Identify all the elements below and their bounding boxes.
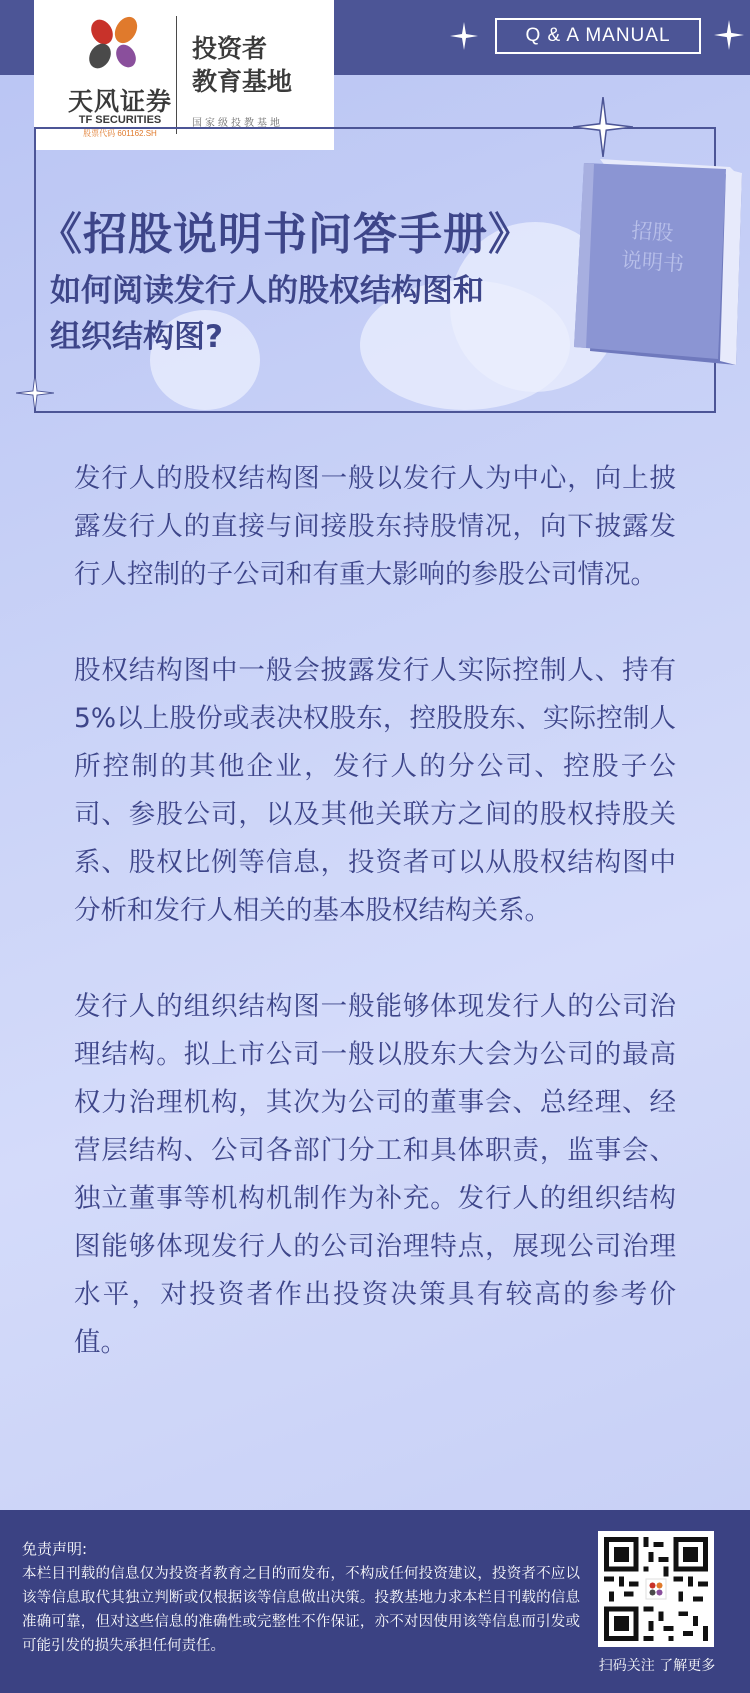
paragraph: 股权结构图中一般会披露发行人实际控制人、持有5%以上股份或表决权股东，控股股东、实际控制人所控制的其他企业，发行人的分公司、控股子公司、参股公司，以及其他关联方之间的股权持股关系、股权比例等信息，投资者可以从股权结构图中分析和发行人相关的基本股权结构关系。 [74,655,676,926]
paragraph: 发行人的股权结构图一般以发行人为中心，向上披露发行人的直接与间接股东持股情况，向下披露发行人控制的子公司和有重大影响的参股公司情况。 [74,463,676,590]
sparkle-icon [16,374,54,412]
prospectus-book-icon [560,155,750,375]
stock-code: 股票代码 601162.SH [83,129,157,138]
company-name-en: TF SECURITIES [78,114,162,126]
footer [0,1510,750,1693]
book-label-line2: 说明书 [620,247,685,277]
article-body [74,455,676,1415]
disclaimer-body: 本栏目刊载的信息仅为投资者教育之目的而发布，不构成任何投资建议，投资者不应以该等信息取代其独立判断或仅根据该等信息做出决策。投教基地力求本栏目刊载的信息准确可靠，但对这些信息的准确性或完整性不作保证，亦不对因使用该等信息而引发或可能引发的损失承担任何责任。 [22,1566,580,1654]
base-title [192,32,332,98]
qr-caption: 扫码关注 了解更多 [598,1658,716,1674]
hero-subtitle-line2: 组织结构图? [50,319,223,355]
sparkle-icon [450,22,478,50]
hero-subtitle-line1: 如何阅读发行人的股权结构图和 [50,273,484,309]
company-name-cn: 天风证券 [67,87,172,116]
book-label-line1: 招股 [630,218,675,246]
base-subtitle: 国家级投教基地 [192,118,283,129]
hero-subtitle [50,268,570,360]
disclaimer-title: 免责声明: [22,1540,88,1558]
base-title-line1: 投资者 [192,34,268,63]
paragraph: 发行人的组织结构图一般能够体现发行人的公司治理结构。拟上市公司一般以股东大会为公司的最高权力治理机构，其次为公司的董事会、总经理、经营层结构、公司各部门分工和具体职责，监事会、独立董事等机构机制作为补充。发行人的组织结构图能够体现发行人的公司治理特点，展现公司治理水平，对投资者作出投资决策具有较高的参考价值。 [74,991,676,1358]
qa-manual-badge: Q & A MANUAL [495,18,701,54]
sparkle-icon [714,20,744,50]
sparkle-icon [573,97,633,157]
logo-divider [176,16,177,134]
flower-logo-icon [82,12,148,78]
hero-title: 《招股说明书问答手册》 [38,209,533,260]
qr-code[interactable] [598,1531,714,1647]
qr-code-icon [604,1537,708,1641]
base-title-line2: 教育基地 [192,67,293,96]
